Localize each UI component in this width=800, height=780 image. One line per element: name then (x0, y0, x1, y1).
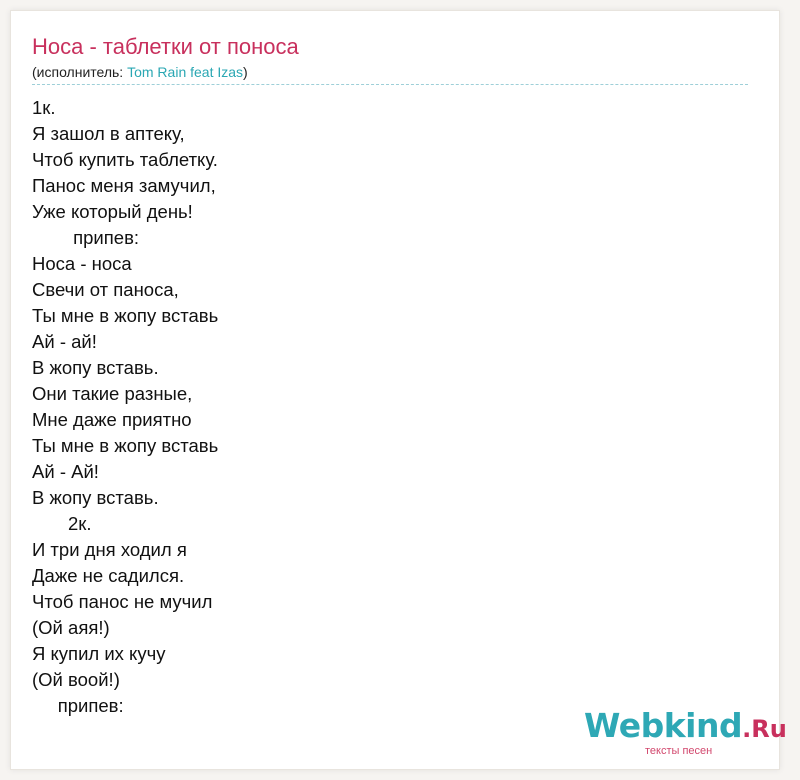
lyrics-line: Я купил их кучу (32, 643, 166, 664)
lyrics-line: 2к. (32, 513, 92, 534)
site-logo (584, 706, 787, 745)
lyrics-line: И три дня ходил я (32, 539, 187, 560)
lyrics-line: Ай - Ай! (32, 461, 99, 482)
lyrics-line: Панос меня замучил, (32, 175, 216, 196)
lyrics-line: Я зашол в аптеку, (32, 123, 185, 144)
lyrics-line: Ай - ай! (32, 331, 97, 352)
lyrics-line: Уже который день! (32, 201, 193, 222)
lyrics-list (32, 95, 218, 719)
lyrics-line: Чтоб панос не мучил (32, 591, 213, 612)
performer-link[interactable]: Tom Rain feat Izas (127, 64, 244, 80)
lyrics-line: В жопу вставь. (32, 357, 159, 378)
lyrics-line: Ты мне в жопу вставь (32, 305, 219, 326)
logo-tld: .Ru (742, 715, 787, 743)
logo-tagline: тексты песен (645, 745, 713, 757)
lyrics-line: припев: (32, 695, 124, 716)
title-divider (32, 84, 748, 85)
lyrics-line: Они такие разные, (32, 383, 193, 404)
lyrics-line: В жопу вставь. (32, 487, 159, 508)
lyrics-line: (Ой аяя!) (32, 617, 110, 638)
lyrics-line: (Ой воой!) (32, 669, 120, 690)
logo-brand: Webkind (584, 706, 743, 745)
lyrics-line: Даже не садился. (32, 565, 185, 586)
performer-line (32, 64, 248, 80)
lyrics-line: Свечи от паноса, (32, 279, 179, 300)
lyrics-line: припев: (32, 227, 140, 248)
song-title: Носа - таблетки от поноса (32, 34, 299, 59)
lyrics-line: Ты мне в жопу вставь (32, 435, 219, 456)
lyrics-line: 1к. (32, 97, 56, 118)
performer-prefix: (исполнитель: (32, 64, 128, 80)
lyrics-line: Чтоб купить таблетку. (32, 149, 218, 170)
lyrics-line: Мне даже приятно (32, 409, 192, 430)
lyrics-line: Носа - носа (32, 253, 132, 274)
performer-suffix: ) (243, 64, 248, 80)
